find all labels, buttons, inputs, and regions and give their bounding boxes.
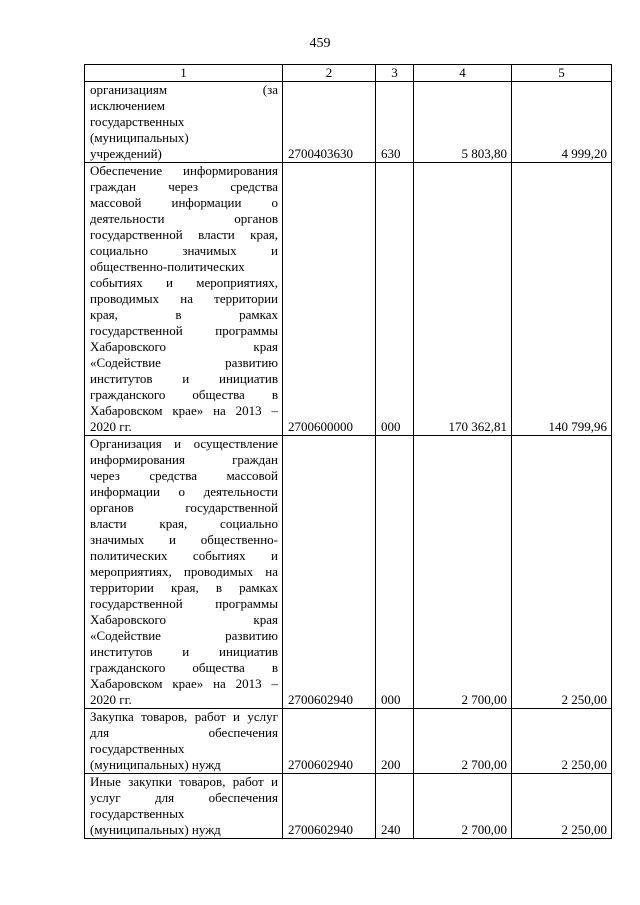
page-number: 459 — [309, 36, 331, 51]
row-name-line: 2020 гг. — [90, 419, 132, 434]
row-name-line: Хабаровском крае» на 2013 – — [90, 403, 278, 418]
table-row — [85, 82, 612, 163]
row-name-cell — [85, 163, 283, 436]
row-name-line: Хабаровском крае» на 2013 – — [90, 676, 278, 691]
row-value-4-cell: 2 700,00 — [414, 709, 512, 774]
row-code-cell: 2700403630 — [283, 82, 376, 163]
row-name-line: государственной программы — [90, 596, 278, 611]
row-name-line: государственных — [90, 741, 185, 756]
row-name-line: организациям (за — [90, 82, 278, 97]
row-name-line: мероприятиях, проводимых на — [90, 564, 278, 579]
row-name-line: для обеспечения — [90, 725, 278, 740]
row-name-line: учреждений) — [90, 146, 162, 161]
row-name-line: государственных — [90, 114, 185, 129]
row-name-line: 2020 гг. — [90, 692, 132, 707]
row-value-4-cell: 170 362,81 — [414, 163, 512, 436]
row-name-line: деятельности органов — [90, 211, 278, 226]
row-name-cell — [85, 709, 283, 774]
row-code-cell: 2700602940 — [283, 774, 376, 839]
row-name-line: (муниципальных) нужд — [90, 822, 221, 837]
row-name-line: органов государственной — [90, 500, 278, 515]
row-name-line: государственной власти края, — [90, 227, 278, 242]
header-cell-1: 1 — [85, 65, 283, 82]
row-code-cell: 2700602940 — [283, 709, 376, 774]
row-value-5-cell: 2 250,00 — [512, 709, 612, 774]
row-name-line: территории края, в рамках — [90, 580, 278, 595]
row-code-cell: 2700600000 — [283, 163, 376, 436]
row-name-line: исключением — [90, 98, 165, 113]
row-value-4-cell: 2 700,00 — [414, 436, 512, 709]
row-name-line: проводимых на территории — [90, 291, 278, 306]
header-cell-4: 4 — [414, 65, 512, 82]
row-name-line: общественно-политических — [90, 259, 245, 274]
row-name-line: края, в рамках — [90, 307, 278, 322]
table-row — [85, 436, 612, 709]
row-name-line: Хабаровского края — [90, 339, 278, 354]
row-name-line: услуг для обеспечения — [90, 790, 278, 805]
table-row — [85, 774, 612, 839]
row-kind-cell: 000 — [376, 436, 414, 709]
row-kind-cell: 200 — [376, 709, 414, 774]
row-name-line: событиях и мероприятиях, — [90, 275, 278, 290]
row-name-line: Хабаровского края — [90, 612, 278, 627]
row-name-line: гражданского общества в — [90, 387, 278, 402]
row-name-line: государственной программы — [90, 323, 278, 338]
header-row — [85, 65, 612, 82]
row-value-4-cell: 5 803,80 — [414, 82, 512, 163]
row-kind-cell: 630 — [376, 82, 414, 163]
row-name-cell — [85, 774, 283, 839]
row-name-line: информирования граждан — [90, 452, 278, 467]
row-name-line: (муниципальных) — [90, 130, 189, 145]
row-name-line: власти края, социально — [90, 516, 278, 531]
row-value-4-cell: 2 700,00 — [414, 774, 512, 839]
row-code-cell: 2700602940 — [283, 436, 376, 709]
row-name-line: информации о деятельности — [90, 484, 278, 499]
row-kind-cell: 000 — [376, 163, 414, 436]
header-cell-2: 2 — [283, 65, 376, 82]
row-value-5-cell: 4 999,20 — [512, 82, 612, 163]
row-name-line: через средства массовой — [90, 468, 278, 483]
row-name-cell — [85, 82, 283, 163]
row-name-line: Иные закупки товаров, работ и — [90, 774, 278, 789]
row-name-cell — [85, 436, 283, 709]
row-name-line: «Содействие развитию — [90, 628, 278, 643]
row-name-line: Закупка товаров, работ и услуг — [90, 709, 278, 724]
table-row — [85, 709, 612, 774]
row-name-line: значимых и общественно- — [90, 532, 278, 547]
budget-table — [84, 64, 612, 839]
row-name-line: «Содействие развитию — [90, 355, 278, 370]
row-name-line: Организация и осуществление — [90, 436, 278, 451]
row-name-line: граждан через средства — [90, 179, 278, 194]
row-name-line: гражданского общества в — [90, 660, 278, 675]
row-kind-cell: 240 — [376, 774, 414, 839]
row-name-line: социально значимых и — [90, 243, 278, 258]
row-name-line: государственных — [90, 806, 185, 821]
row-name-line: институтов и инициатив — [90, 371, 278, 386]
row-value-5-cell: 2 250,00 — [512, 436, 612, 709]
table-row — [85, 163, 612, 436]
row-name-line: Обеспечение информирования — [90, 163, 278, 178]
row-name-line: (муниципальных) нужд — [90, 757, 221, 772]
row-name-line: массовой информации о — [90, 195, 278, 210]
row-value-5-cell: 2 250,00 — [512, 774, 612, 839]
header-cell-5: 5 — [512, 65, 612, 82]
row-name-line: институтов и инициатив — [90, 644, 278, 659]
row-value-5-cell: 140 799,96 — [512, 163, 612, 436]
row-name-line: политических событиях и — [90, 548, 278, 563]
header-cell-3: 3 — [376, 65, 414, 82]
